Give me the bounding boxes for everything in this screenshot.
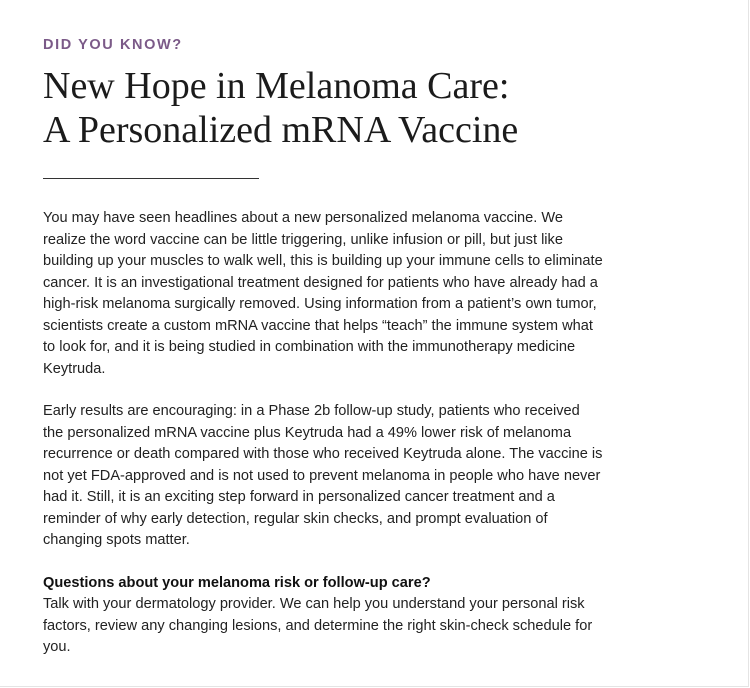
title-line-2: A Personalized mRNA Vaccine <box>43 109 519 151</box>
title-line-1: New Hope in Melanoma Care: <box>43 65 510 107</box>
cta-text: Talk with your dermatology provider. We can help you understand your personal risk factors, review any changing lesions, and determine the right skin-check schedule for you. <box>43 596 593 655</box>
page-title <box>43 64 603 152</box>
body-paragraph-2: Early results are encouraging: in a Phase 2b follow-up study, patients who received the personalized mRNA vaccine plus Keytruda had a 49% lower risk of melanoma recurrence or death compared with those who received Keytruda alone. The vaccine is not yet FDA-approved and is not used to prevent melanoma in people who have never had it. Still, it is an exciting step forward in personalized cancer treatment and a reminder of why early detection, regular skin checks, and prompt evaluation of changing spots matter. <box>43 403 603 548</box>
body-paragraph-1: You may have seen headlines about a new personalized melanoma vaccine. We realize the word vaccine can be little triggering, unlike infusion or pill, but just like building up your muscles to walk well, this is building up your immune cells to eliminate cancer. It is an investigational treatment designed for patients who have already had a high-risk melanoma surgically removed. Using information from a patient’s own tumor, scientists create a custom mRNA vaccine that helps “teach” the immune system what to look for, and it is being studied in combination with the immunotherapy medicine Keytruda. <box>43 210 603 377</box>
title-divider <box>43 178 259 179</box>
eyebrow-label: DID YOU KNOW? <box>43 37 183 53</box>
article <box>43 36 603 659</box>
cta-heading: Questions about your melanoma risk or follow-up care? <box>43 574 431 591</box>
call-to-action <box>43 573 603 659</box>
